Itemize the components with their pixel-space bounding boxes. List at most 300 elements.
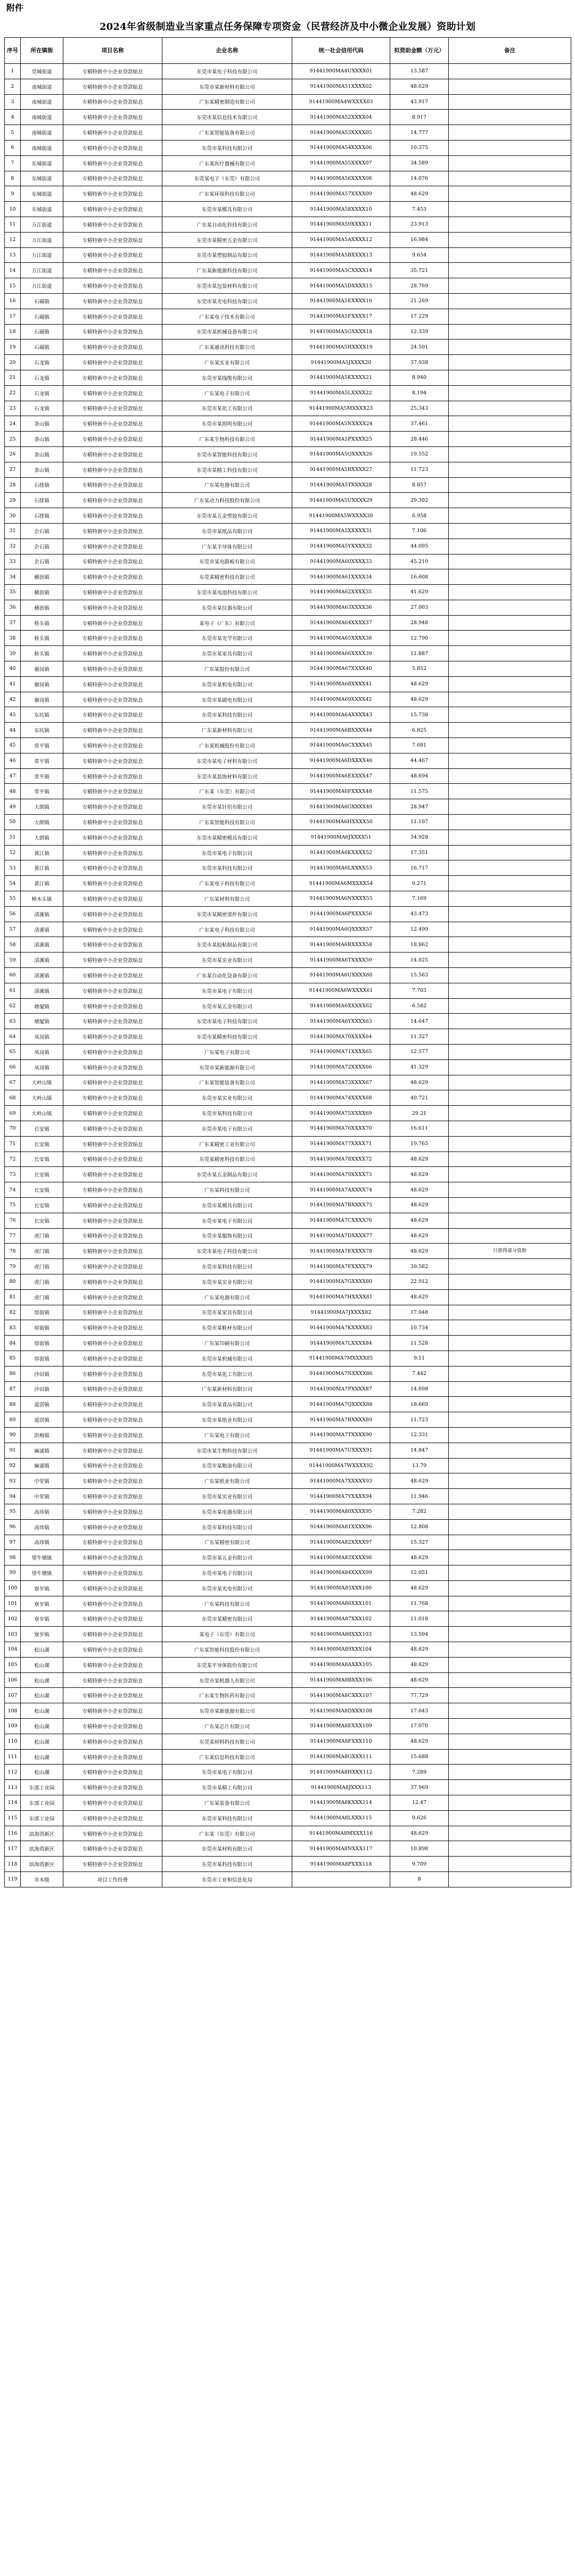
amount-cell: 48.629 (390, 1642, 449, 1658)
credit-code-cell: 91441900MA6BXXXX44 (292, 723, 390, 738)
row-number-cell: 74 (5, 1182, 21, 1198)
credit-code-cell: 91441900MA5CXXXX14 (292, 263, 390, 278)
credit-code-cell: 91441900MA84XXXX99 (292, 1566, 390, 1581)
company-name-cell: 广东某电子科技有限公司 (162, 922, 292, 937)
credit-code-cell: 91441900MA4WXXXX03 (292, 94, 390, 110)
credit-code-cell: 91441900MA63XXXX36 (292, 600, 390, 615)
table-row (5, 799, 571, 815)
amount-cell: 6.582 (390, 998, 449, 1014)
table-row (5, 1320, 571, 1336)
town-cell: 大岭山镇 (21, 1075, 63, 1090)
row-number-cell: 92 (5, 1458, 21, 1473)
table-row (5, 1167, 571, 1182)
credit-code-cell: 91441900MA56XXXX08 (292, 171, 390, 186)
credit-code-cell: 91441900MA67XXXX40 (292, 661, 390, 677)
town-cell: 常平镇 (21, 753, 63, 768)
project-name-cell: 专精特新中小企业贷款贴息 (63, 1458, 162, 1473)
row-number-cell: 89 (5, 1412, 21, 1428)
remark-cell (449, 1045, 571, 1060)
table-row (5, 968, 571, 983)
row-number-cell: 9 (5, 186, 21, 202)
company-name-cell: 东莞市某精密模具有限公司 (162, 830, 292, 845)
amount-cell: 48.629 (390, 1657, 449, 1672)
amount-cell: 48.629 (390, 1550, 449, 1566)
credit-code-cell: 91441900MA7JXXXX82 (292, 1305, 390, 1320)
table-row (5, 1121, 571, 1136)
project-name-cell: 专精特新中小企业贷款贴息 (63, 1029, 162, 1045)
project-name-cell: 专精特新中小企业贷款贴息 (63, 830, 162, 845)
project-name-cell: 专精特新中小企业贷款贴息 (63, 339, 162, 355)
credit-code-cell: 91441900MA5YXXXX32 (292, 539, 390, 554)
company-name-cell: 广东某精密制造有限公司 (162, 94, 292, 110)
town-cell: 东坑镇 (21, 707, 63, 723)
company-name-cell: 东莞市某塑胶制品有限公司 (162, 247, 292, 263)
amount-cell: 45.219 (390, 554, 449, 569)
remark-cell (449, 922, 571, 937)
company-name-cell: 东莞市某电子有限公司 (162, 1121, 292, 1136)
credit-code-cell: 91441900MA7UXXXX91 (292, 1443, 390, 1458)
company-name-cell: 东莞市某实业有限公司 (162, 1489, 292, 1504)
company-name-cell: 东莞市某电子有限公司 (162, 1765, 292, 1780)
amount-cell: 9.271 (390, 876, 449, 891)
remark-cell (449, 1627, 571, 1642)
credit-code-cell: 91441900MA8JXXX113 (292, 1780, 390, 1795)
amount-cell: 10.898 (390, 1841, 449, 1857)
project-name-cell: 专精特新中小企业贷款贴息 (63, 477, 162, 493)
project-name-cell: 专精特新中小企业贷款贴息 (63, 1397, 162, 1412)
amount-cell: 77.729 (390, 1688, 449, 1703)
town-cell: 东坑镇 (21, 723, 63, 738)
remark-cell (449, 523, 571, 539)
company-name-cell: 广东某实业有限公司 (162, 355, 292, 370)
company-name-cell: 东莞市某精密部件有限公司 (162, 906, 292, 922)
table-row (5, 477, 571, 493)
row-number-cell: 30 (5, 508, 21, 524)
credit-code-cell: 91441900MA75XXXX69 (292, 1106, 390, 1121)
table-row (5, 937, 571, 952)
amount-cell: 28.446 (390, 432, 449, 447)
remark-cell (449, 815, 571, 830)
amount-cell: 14.777 (390, 125, 449, 140)
company-name-cell: 东莞市某五金塑胶有限公司 (162, 508, 292, 524)
company-name-cell: 东莞市某五金有限公司 (162, 1550, 292, 1566)
company-name-cell: 东莞市某电路板有限公司 (162, 554, 292, 569)
table-body (5, 64, 571, 1887)
remark-cell (449, 1566, 571, 1581)
credit-code-cell: 91441900MA72XXXX66 (292, 1059, 390, 1075)
town-cell: 石碣镇 (21, 293, 63, 309)
remark-cell (449, 324, 571, 339)
credit-code-cell: 91441900MA7EXXXX78 (292, 1244, 390, 1259)
company-name-cell: 东莞市某科技有限公司 (162, 1810, 292, 1826)
table-row (5, 446, 571, 462)
remark-cell (449, 845, 571, 860)
project-name-cell: 专精特新中小企业贷款贴息 (63, 1014, 162, 1029)
amount-cell: 43.917 (390, 94, 449, 110)
remark-cell (449, 1749, 571, 1765)
credit-code-cell: 91441900MA53XXXX05 (292, 125, 390, 140)
town-cell: 麻涌镇 (21, 1443, 63, 1458)
remark-cell (449, 585, 571, 600)
credit-code-cell: 91441900MA8FXXX110 (292, 1734, 390, 1749)
remark-cell (449, 493, 571, 508)
project-name-cell: 专精特新中小企业贷款贴息 (63, 554, 162, 569)
remark-cell (449, 94, 571, 110)
company-name-cell: 东莞市某包装材料有限公司 (162, 278, 292, 294)
remark-cell (449, 355, 571, 370)
company-name-cell: 广东某通讯科技有限公司 (162, 339, 292, 355)
table-row (5, 1657, 571, 1672)
credit-code-cell: 91441900MA76XXXX70 (292, 1121, 390, 1136)
town-cell: 寮步镇 (21, 1611, 63, 1627)
company-name-cell: 东莞市某鞋材有限公司 (162, 1320, 292, 1336)
row-number-cell: 97 (5, 1535, 21, 1550)
amount-cell: 14.847 (390, 1443, 449, 1458)
credit-code-cell: 91441900MA4UXXXX01 (292, 64, 390, 79)
town-cell: 松山湖 (21, 1657, 63, 1672)
table-row (5, 692, 571, 707)
table-row (5, 1336, 571, 1351)
table-row (5, 1672, 571, 1688)
company-name-cell: 东莞市某科技有限公司 (162, 860, 292, 876)
amount-cell: 6.825 (390, 723, 449, 738)
table-row (5, 600, 571, 615)
company-name-cell: 广东某电子科技有限公司 (162, 876, 292, 891)
row-number-cell: 38 (5, 631, 21, 646)
table-row (5, 569, 571, 585)
company-name-cell: 广东某印刷有限公司 (162, 1336, 292, 1351)
row-number-cell: 60 (5, 968, 21, 983)
row-number-cell: 47 (5, 768, 21, 784)
remark-cell (449, 1136, 571, 1152)
town-cell: 东城街道 (21, 171, 63, 186)
town-cell: 沙田镇 (21, 1366, 63, 1381)
remark-cell (449, 1443, 571, 1458)
remark-cell (449, 293, 571, 309)
row-number-cell: 57 (5, 922, 21, 937)
remark-cell (449, 171, 571, 186)
town-cell: 长安镇 (21, 1167, 63, 1182)
table-row (5, 1274, 571, 1289)
amount-cell: 15.563 (390, 968, 449, 983)
company-name-cell: 东莞市某装饰材料有限公司 (162, 768, 292, 784)
table-row (5, 202, 571, 217)
town-cell: 虎门镇 (21, 1228, 63, 1244)
remark-cell (449, 1473, 571, 1489)
row-number-cell: 43 (5, 707, 21, 723)
town-cell: 常平镇 (21, 768, 63, 784)
town-cell: 石龙镇 (21, 355, 63, 370)
remark-cell (449, 615, 571, 631)
credit-code-cell (292, 1872, 390, 1887)
project-name-cell: 专精特新中小企业贷款贴息 (63, 1734, 162, 1749)
project-name-cell: 专精特新中小企业贷款贴息 (63, 1642, 162, 1658)
table-row (5, 355, 571, 370)
remark-cell (449, 784, 571, 799)
table-row (5, 707, 571, 723)
table-row (5, 140, 571, 155)
table-row (5, 1795, 571, 1811)
row-number-cell: 36 (5, 600, 21, 615)
row-number-cell: 42 (5, 692, 21, 707)
town-cell: 企石镇 (21, 523, 63, 539)
amount-cell: 11.946 (390, 1489, 449, 1504)
company-name-cell: 某电子（东莞）有限公司 (162, 1627, 292, 1642)
credit-code-cell: 91441900MA8GXXX111 (292, 1749, 390, 1765)
row-number-cell: 3 (5, 94, 21, 110)
credit-code-cell: 91441900MA5JXXXX20 (292, 355, 390, 370)
project-name-cell: 专精特新中小企业贷款贴息 (63, 1167, 162, 1182)
table-row (5, 1228, 571, 1244)
row-number-cell: 103 (5, 1627, 21, 1642)
town-cell: 厚街镇 (21, 1320, 63, 1336)
amount-cell: 7.282 (390, 1504, 449, 1519)
town-cell: 黄江镇 (21, 860, 63, 876)
project-name-cell: 专精特新中小企业贷款贴息 (63, 1381, 162, 1397)
project-name-cell: 专精特新中小企业贷款贴息 (63, 1566, 162, 1581)
table-row (5, 155, 571, 171)
company-name-cell: 东莞市某模具有限公司 (162, 202, 292, 217)
credit-code-cell: 91441900MA82XXXX97 (292, 1535, 390, 1550)
amount-cell: 37.969 (390, 1780, 449, 1795)
project-name-cell: 专精特新中小企业贷款贴息 (63, 860, 162, 876)
amount-cell: 40.721 (390, 1090, 449, 1106)
town-cell: 长安镇 (21, 1152, 63, 1167)
town-cell: 虎门镇 (21, 1244, 63, 1259)
table-row (5, 232, 571, 247)
company-name-cell: 广东某信息科技有限公司 (162, 1749, 292, 1765)
credit-code-cell: 91441900MA60XXXX33 (292, 554, 390, 569)
credit-code-cell: 91441900MA87XXX102 (292, 1611, 390, 1627)
row-number-cell: 11 (5, 217, 21, 232)
amount-cell: 17.070 (390, 1719, 449, 1734)
remark-cell (449, 432, 571, 447)
project-name-cell: 专精特新中小企业贷款贴息 (63, 1228, 162, 1244)
credit-code-cell: 91441900MA8AXXX105 (292, 1657, 390, 1672)
row-number-cell: 72 (5, 1152, 21, 1167)
company-name-cell: 广东某智能科技股份有限公司 (162, 1642, 292, 1658)
project-name-cell: 专精特新中小企业贷款贴息 (63, 1688, 162, 1703)
amount-cell: 21.269 (390, 293, 449, 309)
remark-cell (449, 1780, 571, 1795)
project-name-cell: 专精特新中小企业贷款贴息 (63, 937, 162, 952)
row-number-cell: 32 (5, 539, 21, 554)
town-cell: 长安镇 (21, 1121, 63, 1136)
remark-cell (449, 1197, 571, 1213)
row-number-cell: 54 (5, 876, 21, 891)
table-row (5, 615, 571, 631)
company-name-cell: 广东某新能源科技有限公司 (162, 263, 292, 278)
table-row (5, 554, 571, 569)
company-name-cell: 广东某芯片有限公司 (162, 1719, 292, 1734)
project-name-cell: 专精特新中小企业贷款贴息 (63, 998, 162, 1014)
project-name-cell: 专精特新中小企业贷款贴息 (63, 1197, 162, 1213)
table-row (5, 830, 571, 845)
town-cell: 清溪镇 (21, 906, 63, 922)
town-cell: 樟木头镇 (21, 891, 63, 907)
project-name-cell: 专精特新中小企业贷款贴息 (63, 952, 162, 968)
table-row (5, 1780, 571, 1795)
credit-code-cell: 91441900MA69XXXX42 (292, 692, 390, 707)
project-name-cell: 专精特新中小企业贷款贴息 (63, 906, 162, 922)
amount-cell: 7.453 (390, 202, 449, 217)
remark-cell (449, 1259, 571, 1274)
row-number-cell: 77 (5, 1228, 21, 1244)
company-name-cell: 广东某股份有限公司 (162, 661, 292, 677)
credit-code-cell: 91441900MA6WXXXX61 (292, 983, 390, 998)
project-name-cell: 专精特新中小企业贷款贴息 (63, 1152, 162, 1167)
project-name-cell: 专精特新中小企业贷款贴息 (63, 922, 162, 937)
amount-cell: 28.948 (390, 615, 449, 631)
amount-cell: 12.808 (390, 1519, 449, 1535)
project-name-cell: 专精特新中小企业贷款贴息 (63, 585, 162, 600)
row-number-cell: 29 (5, 493, 21, 508)
credit-code-cell: 91441900MA73XXXX67 (292, 1075, 390, 1090)
row-number-cell: 67 (5, 1075, 21, 1090)
row-number-cell: 95 (5, 1504, 21, 1519)
project-name-cell: 专精特新中小企业贷款贴息 (63, 1059, 162, 1075)
town-cell: 黄江镇 (21, 876, 63, 891)
project-name-cell: 专精特新中小企业贷款贴息 (63, 432, 162, 447)
table-row (5, 247, 571, 263)
credit-code-cell: 91441900MA8NXXX117 (292, 1841, 390, 1857)
amount-cell: 34.589 (390, 155, 449, 171)
town-cell: 谢岗镇 (21, 661, 63, 677)
row-number-cell: 20 (5, 355, 21, 370)
amount-cell: 35.721 (390, 263, 449, 278)
credit-code-cell: 91441900MA51XXXX02 (292, 79, 390, 94)
row-number-cell: 82 (5, 1305, 21, 1320)
company-name-cell: 东莞市某服饰有限公司 (162, 1228, 292, 1244)
remark-cell (449, 723, 571, 738)
project-name-cell: 专精特新中小企业贷款贴息 (63, 217, 162, 232)
project-name-cell: 专精特新中小企业贷款贴息 (63, 1106, 162, 1121)
amount-cell: 8.917 (390, 110, 449, 125)
table-row (5, 1075, 571, 1090)
town-cell: 松山湖 (21, 1688, 63, 1703)
town-cell: 塘厦镇 (21, 998, 63, 1014)
company-name-cell: 广东某（东莞）有限公司 (162, 1826, 292, 1841)
remark-cell (449, 1642, 571, 1658)
remark-cell (449, 600, 571, 615)
town-cell: 万江街道 (21, 278, 63, 294)
credit-code-cell: 91441900MA6MXXXX54 (292, 876, 390, 891)
amount-cell: 48.629 (390, 1213, 449, 1228)
amount-cell: 8.940 (390, 370, 449, 385)
remark-cell (449, 860, 571, 876)
table-row (5, 1059, 571, 1075)
project-name-cell: 专精特新中小企业贷款贴息 (63, 1550, 162, 1566)
table-row (5, 110, 571, 125)
amount-cell: 19.765 (390, 1136, 449, 1152)
company-name-cell: 广东某电子技术有限公司 (162, 309, 292, 324)
amount-cell: 48.694 (390, 768, 449, 784)
row-number-cell: 7 (5, 155, 21, 171)
amount-cell: 15.688 (390, 1749, 449, 1765)
company-name-cell: 东莞市某五金有限公司 (162, 998, 292, 1014)
company-name-cell: 东莞市某磁电有限公司 (162, 692, 292, 707)
project-name-cell: 专精特新中小企业贷款贴息 (63, 1182, 162, 1198)
credit-code-cell: 91441900MA80XXXX95 (292, 1504, 390, 1519)
amount-cell: 11.887 (390, 646, 449, 661)
amount-cell: 48.629 (390, 692, 449, 707)
row-number-cell: 25 (5, 432, 21, 447)
remark-cell (449, 1121, 571, 1136)
project-name-cell: 专精特新中小企业贷款贴息 (63, 1857, 162, 1872)
table-row (5, 998, 571, 1014)
amount-cell: 7.681 (390, 738, 449, 753)
row-number-cell: 91 (5, 1443, 21, 1458)
company-name-cell: 东莞市某精密五金有限公司 (162, 232, 292, 247)
credit-code-cell: 91441900MA6RXXXX58 (292, 937, 390, 952)
row-number-cell: 83 (5, 1320, 21, 1336)
amount-cell: 48.629 (390, 186, 449, 202)
company-name-cell: 东莞市某纸业有限公司 (162, 1412, 292, 1428)
remark-cell (449, 1489, 571, 1504)
project-name-cell: 专精特新中小企业贷款贴息 (63, 1443, 162, 1458)
credit-code-cell: 91441900MA6AXXXX43 (292, 707, 390, 723)
project-name-cell: 专精特新中小企业贷款贴息 (63, 278, 162, 294)
remark-cell (449, 1734, 571, 1749)
company-name-cell: 东莞某材料科技有限公司 (162, 1734, 292, 1749)
amount-cell: 13.594 (390, 1627, 449, 1642)
amount-cell: 9.654 (390, 247, 449, 263)
credit-code-cell: 91441900MA7NXXXX86 (292, 1366, 390, 1381)
amount-cell: 11.723 (390, 1412, 449, 1428)
town-cell: 企石镇 (21, 554, 63, 569)
table-row (5, 1550, 571, 1566)
remark-cell (449, 1213, 571, 1228)
row-number-cell: 17 (5, 309, 21, 324)
amount-cell: 48.629 (390, 1473, 449, 1489)
credit-code-cell: 91441900MA64XXXX37 (292, 615, 390, 631)
remark-cell (449, 1657, 571, 1672)
remark-cell (449, 247, 571, 263)
town-cell: 寮步镇 (21, 1627, 63, 1642)
project-name-cell: 专精特新中小企业贷款贴息 (63, 1305, 162, 1320)
company-name-cell: 广东某智能科技有限公司 (162, 815, 292, 830)
project-name-cell: 专精特新中小企业贷款贴息 (63, 110, 162, 125)
company-name-cell: 广东某智能装备有限公司 (162, 1075, 292, 1090)
remark-cell (449, 1059, 571, 1075)
company-name-cell: 东莞市某电池科技有限公司 (162, 585, 292, 600)
town-cell: 东城街道 (21, 186, 63, 202)
company-name-cell: 东莞市某家具有限公司 (162, 1305, 292, 1320)
project-name-cell: 专精特新中小企业贷款贴息 (63, 707, 162, 723)
table-row (5, 753, 571, 768)
town-cell: 万江街道 (21, 263, 63, 278)
table-row (5, 1734, 571, 1749)
row-number-cell: 37 (5, 615, 21, 631)
credit-code-cell: 91441900MA8PXXX118 (292, 1857, 390, 1872)
remark-cell (449, 1857, 571, 1872)
amount-cell: 8 (390, 1872, 449, 1887)
table-row (5, 1749, 571, 1765)
row-number-cell: 56 (5, 906, 21, 922)
credit-code-cell: 91441900MA6TXXXX59 (292, 952, 390, 968)
project-name-cell: 专精特新中小企业贷款贴息 (63, 1366, 162, 1381)
table-row (5, 79, 571, 94)
project-name-cell: 专精特新中小企业贷款贴息 (63, 600, 162, 615)
company-name-cell: 广东某自动化科技有限公司 (162, 217, 292, 232)
remark-cell (449, 385, 571, 401)
credit-code-cell: 91441900MA5MXXXX23 (292, 401, 390, 416)
town-cell: 清溪镇 (21, 968, 63, 983)
company-name-cell: 东莞市某光电有限公司 (162, 1580, 292, 1596)
project-name-cell: 专精特新中小企业贷款贴息 (63, 676, 162, 692)
row-number-cell: 108 (5, 1703, 21, 1719)
amount-cell: 48.629 (390, 1152, 449, 1167)
